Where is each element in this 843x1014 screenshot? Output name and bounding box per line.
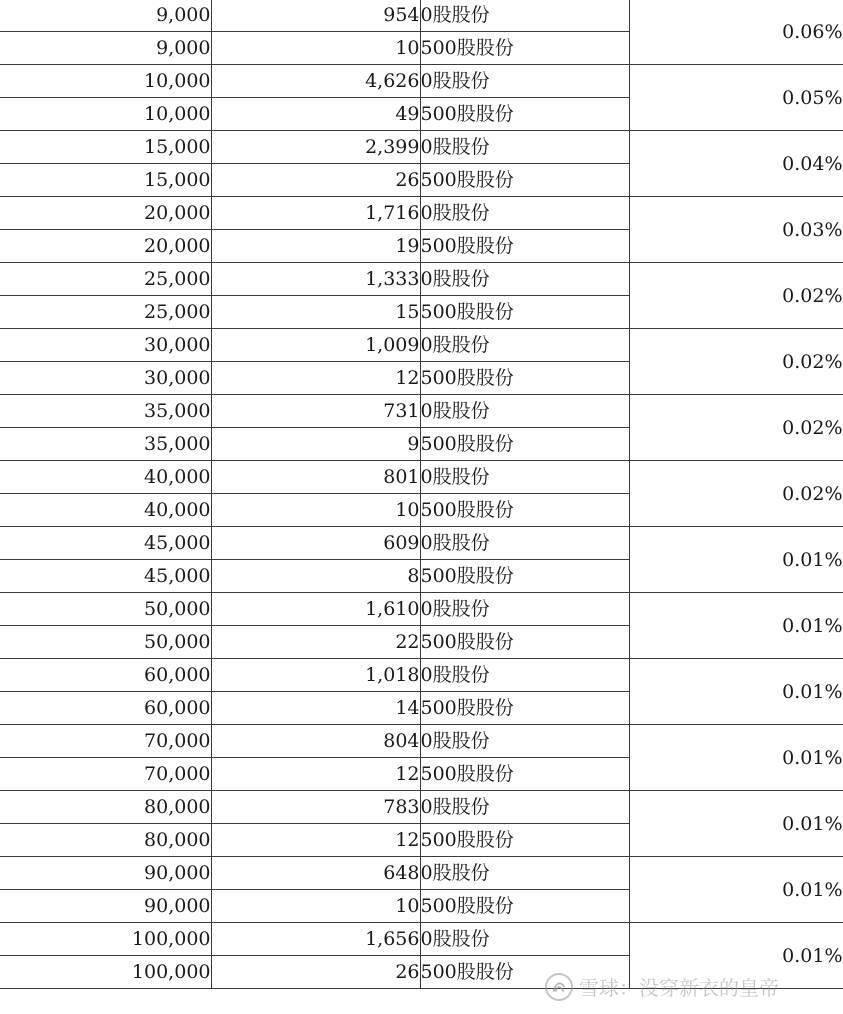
table-row (0, 659, 843, 692)
amount-cell: 10,000 (0, 65, 211, 98)
unit-cell: 500股股份 (420, 164, 629, 197)
count-cell: 10 (211, 890, 420, 923)
amount-cell: 80,000 (0, 791, 211, 824)
unit-cell: 0股股份 (420, 923, 629, 956)
unit-cell: 0股股份 (420, 461, 629, 494)
amount-cell: 50,000 (0, 593, 211, 626)
watermark-text: 雪球：没穿新衣的皇帝 (579, 976, 779, 1000)
count-cell: 12 (211, 758, 420, 791)
unit-cell: 0股股份 (420, 725, 629, 758)
ratio-cell: 0.06% (629, 0, 843, 65)
table-row (0, 0, 843, 32)
unit-cell: 500股股份 (420, 758, 629, 791)
unit-cell: 0股股份 (420, 659, 629, 692)
count-cell: 1,333 (211, 263, 420, 296)
unit-cell: 0股股份 (420, 791, 629, 824)
amount-cell: 15,000 (0, 131, 211, 164)
count-cell: 12 (211, 362, 420, 395)
ratio-cell: 0.01% (629, 725, 843, 791)
amount-cell: 100,000 (0, 956, 211, 989)
amount-cell: 9,000 (0, 32, 211, 65)
table-row (0, 461, 843, 494)
ratio-cell: 0.01% (629, 791, 843, 857)
amount-cell: 25,000 (0, 296, 211, 329)
unit-cell: 0股股份 (420, 263, 629, 296)
ratio-cell: 0.05% (629, 65, 843, 131)
ratio-cell: 0.02% (629, 461, 843, 527)
amount-cell: 30,000 (0, 329, 211, 362)
amount-cell: 15,000 (0, 164, 211, 197)
amount-cell: 40,000 (0, 494, 211, 527)
amount-cell: 100,000 (0, 923, 211, 956)
unit-cell: 0股股份 (420, 131, 629, 164)
unit-cell: 0股股份 (420, 329, 629, 362)
amount-cell: 30,000 (0, 362, 211, 395)
unit-cell: 500股股份 (420, 98, 629, 131)
count-cell: 22 (211, 626, 420, 659)
count-cell: 1,716 (211, 197, 420, 230)
count-cell: 1,018 (211, 659, 420, 692)
table-row (0, 329, 843, 362)
table-row (0, 131, 843, 164)
unit-cell: 0股股份 (420, 65, 629, 98)
amount-cell: 70,000 (0, 725, 211, 758)
count-cell: 2,399 (211, 131, 420, 164)
unit-cell: 500股股份 (420, 32, 629, 65)
unit-cell: 0股股份 (420, 857, 629, 890)
amount-cell: 90,000 (0, 857, 211, 890)
ratio-cell: 0.04% (629, 131, 843, 197)
ratio-cell: 0.01% (629, 857, 843, 923)
amount-cell: 9,000 (0, 0, 211, 32)
unit-cell: 500股股份 (420, 824, 629, 857)
amount-cell: 45,000 (0, 527, 211, 560)
amount-cell: 45,000 (0, 560, 211, 593)
unit-cell: 500股股份 (420, 296, 629, 329)
ratio-cell: 0.02% (629, 329, 843, 395)
ratio-cell: 0.01% (629, 923, 843, 989)
amount-cell: 70,000 (0, 758, 211, 791)
count-cell: 1,656 (211, 923, 420, 956)
amount-cell: 80,000 (0, 824, 211, 857)
amount-cell: 90,000 (0, 890, 211, 923)
unit-cell: 500股股份 (420, 230, 629, 263)
amount-cell: 35,000 (0, 395, 211, 428)
count-cell: 26 (211, 164, 420, 197)
count-cell: 19 (211, 230, 420, 263)
count-cell: 804 (211, 725, 420, 758)
table-row (0, 197, 843, 230)
ratio-cell: 0.02% (629, 263, 843, 329)
ratio-cell: 0.02% (629, 395, 843, 461)
count-cell: 10 (211, 32, 420, 65)
amount-cell: 20,000 (0, 197, 211, 230)
ratio-cell: 0.01% (629, 527, 843, 593)
table-row (0, 527, 843, 560)
unit-cell: 0股股份 (420, 0, 629, 32)
count-cell: 10 (211, 494, 420, 527)
amount-cell: 40,000 (0, 461, 211, 494)
count-cell: 648 (211, 857, 420, 890)
count-cell: 4,626 (211, 65, 420, 98)
amount-cell: 60,000 (0, 692, 211, 725)
unit-cell: 0股股份 (420, 527, 629, 560)
count-cell: 801 (211, 461, 420, 494)
table-row (0, 791, 843, 824)
amount-cell: 50,000 (0, 626, 211, 659)
ratio-cell: 0.01% (629, 593, 843, 659)
count-cell: 12 (211, 824, 420, 857)
table-row (0, 923, 843, 956)
count-cell: 783 (211, 791, 420, 824)
amount-cell: 25,000 (0, 263, 211, 296)
amount-cell: 20,000 (0, 230, 211, 263)
amount-cell: 35,000 (0, 428, 211, 461)
count-cell: 14 (211, 692, 420, 725)
count-cell: 26 (211, 956, 420, 989)
unit-cell: 500股股份 (420, 494, 629, 527)
ratio-cell: 0.01% (629, 659, 843, 725)
amount-cell: 60,000 (0, 659, 211, 692)
count-cell: 9 (211, 428, 420, 461)
count-cell: 8 (211, 560, 420, 593)
count-cell: 731 (211, 395, 420, 428)
count-cell: 1,610 (211, 593, 420, 626)
table-row (0, 263, 843, 296)
count-cell: 954 (211, 0, 420, 32)
unit-cell: 0股股份 (420, 593, 629, 626)
table-row (0, 395, 843, 428)
unit-cell: 500股股份 (420, 692, 629, 725)
unit-cell: 0股股份 (420, 197, 629, 230)
unit-cell: 500股股份 (420, 956, 629, 989)
count-cell: 49 (211, 98, 420, 131)
unit-cell: 500股股份 (420, 890, 629, 923)
unit-cell: 500股股份 (420, 560, 629, 593)
ratio-cell: 0.03% (629, 197, 843, 263)
count-cell: 1,009 (211, 329, 420, 362)
count-cell: 609 (211, 527, 420, 560)
amount-cell: 10,000 (0, 98, 211, 131)
table-row (0, 725, 843, 758)
unit-cell: 500股股份 (420, 362, 629, 395)
table-row (0, 593, 843, 626)
unit-cell: 0股股份 (420, 395, 629, 428)
unit-cell: 500股股份 (420, 428, 629, 461)
unit-cell: 500股股份 (420, 626, 629, 659)
count-cell: 15 (211, 296, 420, 329)
table-row (0, 65, 843, 98)
table-row (0, 857, 843, 890)
